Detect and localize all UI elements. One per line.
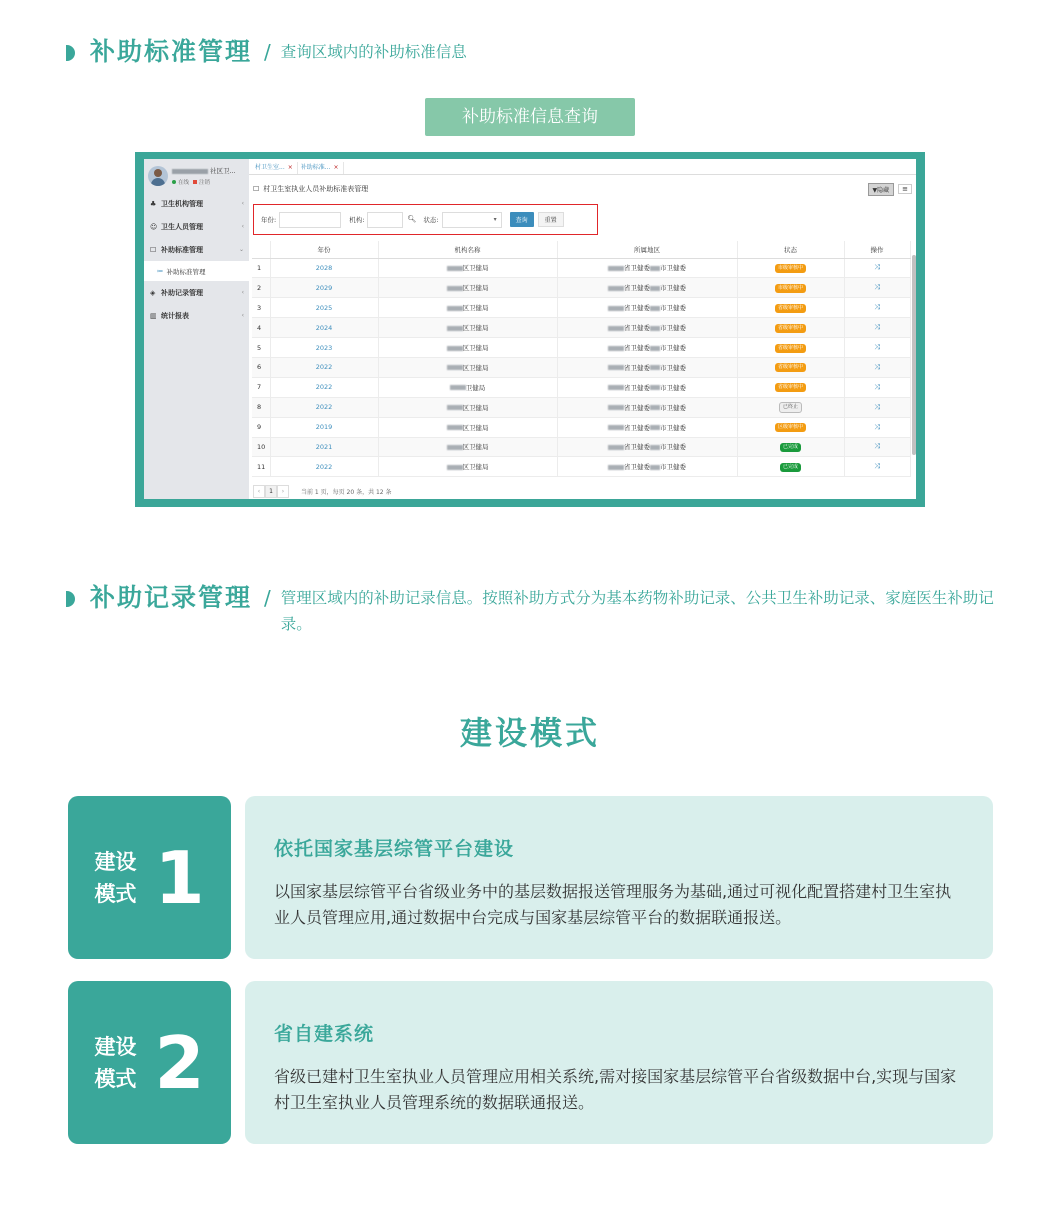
org-cell: 区卫健局	[378, 298, 557, 318]
org-cell: 区卫健局	[378, 397, 557, 417]
sidebar-item-org[interactable]: ♣ 卫生机构管理 ‹	[150, 199, 244, 208]
redacted-block	[608, 266, 624, 271]
action-cell	[844, 417, 910, 437]
column-header	[252, 241, 270, 258]
status-badge: 省级审核中	[775, 324, 806, 333]
status-badge: 省级审核中	[775, 383, 806, 392]
chevron-left-icon: ‹	[241, 312, 244, 319]
sidebar-item-reports[interactable]: ▥ 统计报表 ‹	[150, 311, 244, 320]
doc-icon: ☐	[253, 185, 260, 193]
hide-button[interactable]: ▼隐藏	[868, 183, 895, 196]
status-cell	[737, 417, 844, 437]
region-cell: 省卫健委 市卫健委	[557, 258, 737, 278]
menu-icon[interactable]: ≡	[898, 184, 912, 194]
page-number-button[interactable]: 1	[265, 485, 277, 498]
org-cell: 区卫健局	[378, 338, 557, 358]
action-cell	[844, 377, 910, 397]
status-badge: 省级审核中	[775, 363, 806, 372]
year-cell[interactable]: 2022	[270, 397, 378, 417]
close-icon[interactable]: ×	[287, 164, 293, 171]
org-cell: 区卫健局	[378, 278, 557, 298]
section-description: 查询区域内的补助标准信息	[280, 43, 467, 61]
table-row[interactable]	[252, 457, 910, 477]
column-header[interactable]: 年份	[270, 241, 378, 258]
shuffle-icon[interactable]: ⤨	[874, 382, 880, 391]
org-cell: 区卫健局	[378, 417, 557, 437]
action-cell	[844, 318, 910, 338]
year-cell[interactable]: 2023	[270, 338, 378, 358]
table-row[interactable]	[252, 258, 910, 278]
user-status: 在线 注销	[172, 178, 236, 186]
status-cell	[737, 298, 844, 318]
org-cell: 卫健局	[378, 377, 557, 397]
shuffle-icon[interactable]: ⤨	[874, 263, 880, 272]
tab-village-clinic[interactable]: 村卫生室... ×	[252, 162, 298, 174]
row-index: 4	[252, 318, 270, 338]
chevron-left-icon: ‹	[241, 200, 244, 207]
section-title: 补助标准管理	[90, 37, 253, 66]
section-marker-icon	[66, 591, 75, 607]
table-row[interactable]	[252, 338, 910, 358]
table-row[interactable]	[252, 357, 910, 377]
year-cell[interactable]: 2022	[270, 457, 378, 477]
redacted-block	[450, 385, 466, 390]
redacted-block	[608, 385, 624, 390]
region-cell: 省卫健委 市卫健委	[557, 377, 737, 397]
redacted-block	[650, 385, 660, 390]
redacted-block	[447, 365, 463, 370]
year-cell[interactable]: 2022	[270, 377, 378, 397]
sidebar-item-staff[interactable]: ☺ 卫生人员管理 ‹	[150, 222, 244, 231]
mode-card-1	[68, 796, 231, 959]
redacted-block	[608, 445, 624, 450]
status-cell	[737, 357, 844, 377]
shuffle-icon[interactable]: ⤨	[874, 283, 880, 292]
redacted-block	[447, 306, 463, 311]
sidebar-subitem-standard[interactable]: ≔ 补助标准管理	[144, 261, 249, 281]
org-cell: 区卫健局	[378, 258, 557, 278]
avatar	[148, 166, 168, 186]
org-cell: 区卫健局	[378, 457, 557, 477]
action-cell	[844, 338, 910, 358]
year-cell[interactable]: 2025	[270, 298, 378, 318]
org-cell: 区卫健局	[378, 357, 557, 377]
status-cell	[737, 258, 844, 278]
main-panel	[249, 159, 916, 499]
redacted-block	[650, 465, 660, 470]
mode-text: 省级已建村卫生室执业人员管理应用相关系统,需对接国家基层综管平台省级数据中台,实现与国家村卫生室执业人员管理系统的数据联通报送。	[274, 1067, 957, 1112]
app-screenshot-frame	[135, 152, 925, 507]
region-cell: 省卫健委 市卫健委	[557, 298, 737, 318]
redacted-block	[650, 445, 660, 450]
doc-icon: ☐	[150, 245, 157, 254]
year-cell[interactable]: 2028	[270, 258, 378, 278]
person-icon: ☺	[150, 222, 158, 231]
column-header[interactable]: 状态	[737, 241, 844, 258]
action-cell	[844, 278, 910, 298]
page-title: 村卫生室执业人员补助标准表管理	[263, 185, 369, 193]
section-title: 补助记录管理	[90, 583, 253, 612]
status-cell	[737, 318, 844, 338]
table-row[interactable]	[252, 318, 910, 338]
redacted-block	[650, 425, 660, 430]
shuffle-icon[interactable]: ⤨	[874, 362, 880, 371]
tab-subsidy-standard[interactable]: 补助标准... ×	[298, 162, 344, 174]
table-row[interactable]	[252, 397, 910, 417]
year-label: 年份:	[261, 216, 277, 224]
sidebar	[144, 159, 249, 499]
table-row[interactable]	[252, 377, 910, 397]
status-label: 状态:	[423, 216, 439, 224]
org-input[interactable]	[367, 212, 417, 228]
mode-title: 依托国家基层综管平台建设	[274, 838, 515, 860]
sidebar-item-standard[interactable]: ☐ 补助标准管理 ⌄	[150, 245, 244, 254]
action-cell	[844, 357, 910, 377]
row-index: 1	[252, 258, 270, 278]
status-cell	[737, 278, 844, 298]
status-cell	[737, 338, 844, 358]
region-cell: 省卫健委 市卫健委	[557, 417, 737, 437]
action-cell	[844, 437, 910, 457]
row-index: 5	[252, 338, 270, 358]
online-dot-icon	[172, 180, 176, 184]
status-select[interactable]	[442, 212, 502, 228]
column-header: 操作	[844, 241, 910, 258]
logout-link[interactable]: 注销	[199, 180, 211, 186]
row-index: 7	[252, 377, 270, 397]
year-input[interactable]	[279, 212, 341, 228]
mode-card-2	[68, 981, 231, 1144]
section-separator: /	[264, 40, 271, 64]
redacted-block	[447, 405, 463, 410]
shuffle-icon[interactable]: ⤨	[874, 303, 880, 312]
chevron-left-icon: ‹	[241, 289, 244, 296]
row-index: 6	[252, 357, 270, 377]
mode-text: 以国家基层综管平台省级业务中的基层数据报送管理服务为基础,通过可视化配置搭建村卫生室执业人员管理应用,通过数据中台完成与国家基层综管平台的数据联通报送。	[274, 882, 952, 927]
page-header	[253, 181, 912, 197]
redacted-block	[608, 405, 624, 410]
status-cell	[737, 457, 844, 477]
row-index: 10	[252, 437, 270, 457]
org-icon: ♣	[150, 199, 157, 208]
redacted-block	[608, 425, 624, 430]
action-cell	[844, 258, 910, 278]
mode-description-2	[245, 981, 993, 1144]
status-badge: 省级审核中	[775, 344, 806, 353]
mode-label: 建设 模式	[94, 1034, 137, 1091]
org-cell: 区卫健局	[378, 437, 557, 457]
region-cell: 省卫健委 市卫健委	[557, 278, 737, 298]
status-badge: 已完成	[780, 443, 801, 452]
status-badge: 区级审核中	[775, 423, 806, 432]
table-body	[252, 258, 910, 477]
row-index: 9	[252, 417, 270, 437]
redacted-block	[650, 306, 660, 311]
status-cell	[737, 437, 844, 457]
org-cell: 区卫健局	[378, 318, 557, 338]
row-index: 11	[252, 457, 270, 477]
prev-page-button[interactable]: ‹	[253, 485, 265, 498]
redacted-block	[650, 365, 660, 370]
shuffle-icon[interactable]: ⤨	[874, 462, 880, 471]
year-cell[interactable]: 2024	[270, 318, 378, 338]
mode-number: 2	[154, 1020, 205, 1105]
chevron-left-icon: ‹	[241, 223, 244, 230]
status-badge: 省级审核中	[775, 304, 806, 313]
column-header[interactable]: 机构名称	[378, 241, 557, 258]
redacted-block	[608, 306, 624, 311]
redacted-block	[608, 365, 624, 370]
section-header-subsidy-standard	[66, 34, 467, 70]
status-cell	[737, 397, 844, 417]
redacted-block	[447, 465, 463, 470]
data-table	[252, 241, 911, 477]
pagination-info: 当前 1 页，每页 20 条，共 12 条	[301, 489, 392, 496]
row-index: 3	[252, 298, 270, 318]
status-badge: 市级审核中	[775, 284, 806, 293]
row-index: 8	[252, 397, 270, 417]
redacted-block	[447, 425, 463, 430]
app-screenshot	[144, 159, 916, 499]
section-description: 管理区域内的补助记录信息。按照补助方式分为基本药物补助记录、公共卫生补助记录、家庭医生补助记录。	[280, 589, 994, 633]
shuffle-icon[interactable]: ⤨	[874, 442, 880, 451]
chevron-down-icon: ⌄	[238, 246, 244, 253]
redacted-block	[608, 346, 624, 351]
year-cell[interactable]: 2029	[270, 278, 378, 298]
redacted-block	[447, 445, 463, 450]
redacted-block	[447, 286, 463, 291]
region-cell: 省卫健委 市卫健委	[557, 457, 737, 477]
chart-icon: ▥	[150, 311, 157, 320]
shuffle-icon[interactable]: ⤨	[874, 422, 880, 431]
region-cell: 省卫健委 市卫健委	[557, 318, 737, 338]
filter-bar	[253, 204, 598, 235]
region-cell: 省卫健委 市卫健委	[557, 338, 737, 358]
redacted-block	[447, 346, 463, 351]
pagination	[253, 485, 392, 498]
status-badge: 已完成	[780, 463, 801, 472]
redacted-block	[608, 326, 624, 331]
table-row[interactable]	[252, 298, 910, 318]
close-icon[interactable]: ×	[333, 164, 339, 171]
redacted-block	[608, 465, 624, 470]
mode-number: 1	[154, 835, 205, 920]
mode-title: 省自建系统	[274, 1023, 375, 1045]
sidebar-item-records[interactable]: ◈ 补助记录管理 ‹	[150, 288, 244, 297]
shuffle-icon[interactable]: ⤨	[874, 343, 880, 351]
status-cell	[737, 377, 844, 397]
status-badge: 市级审核中	[775, 264, 806, 273]
build-mode-title: 建设模式	[459, 714, 600, 752]
mode-description-1	[245, 796, 993, 959]
redacted-block	[650, 405, 660, 410]
year-cell[interactable]: 2021	[270, 437, 378, 457]
search-icon[interactable]: 🔍︎	[407, 214, 417, 223]
section-header-subsidy-records	[66, 580, 1011, 637]
scrollbar[interactable]	[912, 255, 916, 455]
user-panel	[144, 159, 249, 192]
redacted-block	[172, 169, 208, 174]
region-cell: 省卫健委 市卫健委	[557, 437, 737, 457]
table-row[interactable]	[252, 437, 910, 457]
redacted-block	[447, 326, 463, 331]
logout-icon	[193, 180, 197, 184]
layers-icon: ◈	[150, 288, 156, 297]
table-row[interactable]	[252, 417, 910, 437]
action-cell	[844, 457, 910, 477]
redacted-block	[650, 346, 660, 351]
list-icon: ≔	[157, 267, 164, 275]
org-label: 机构:	[349, 216, 365, 224]
year-cell[interactable]: 2019	[270, 417, 378, 437]
column-header[interactable]: 所属地区	[557, 241, 737, 258]
row-index: 2	[252, 278, 270, 298]
mode-label: 建设 模式	[94, 849, 137, 906]
shuffle-icon[interactable]: ⤨	[874, 323, 880, 332]
redacted-block	[650, 266, 660, 271]
table-header-row	[252, 241, 910, 258]
redacted-block	[650, 326, 660, 331]
shuffle-icon[interactable]: ⤨	[874, 402, 880, 411]
user-name: 社区卫...	[172, 166, 236, 175]
table-row[interactable]	[252, 278, 910, 298]
redacted-block	[608, 286, 624, 291]
status-badge: 已终止	[779, 402, 802, 413]
section-separator: /	[264, 586, 271, 610]
action-cell	[844, 298, 910, 318]
redacted-block	[447, 266, 463, 271]
query-button[interactable]: 查询	[510, 212, 534, 227]
reset-button[interactable]: 重置	[538, 212, 564, 227]
region-cell: 省卫健委 市卫健委	[557, 357, 737, 377]
query-banner-button[interactable]: 补助标准信息查询	[425, 98, 635, 136]
redacted-block	[650, 286, 660, 291]
section-marker-icon	[66, 45, 75, 61]
tab-bar	[249, 159, 916, 175]
region-cell: 省卫健委 市卫健委	[557, 397, 737, 417]
action-cell	[844, 397, 910, 417]
year-cell[interactable]: 2022	[270, 357, 378, 377]
next-page-button[interactable]: ›	[277, 485, 289, 498]
